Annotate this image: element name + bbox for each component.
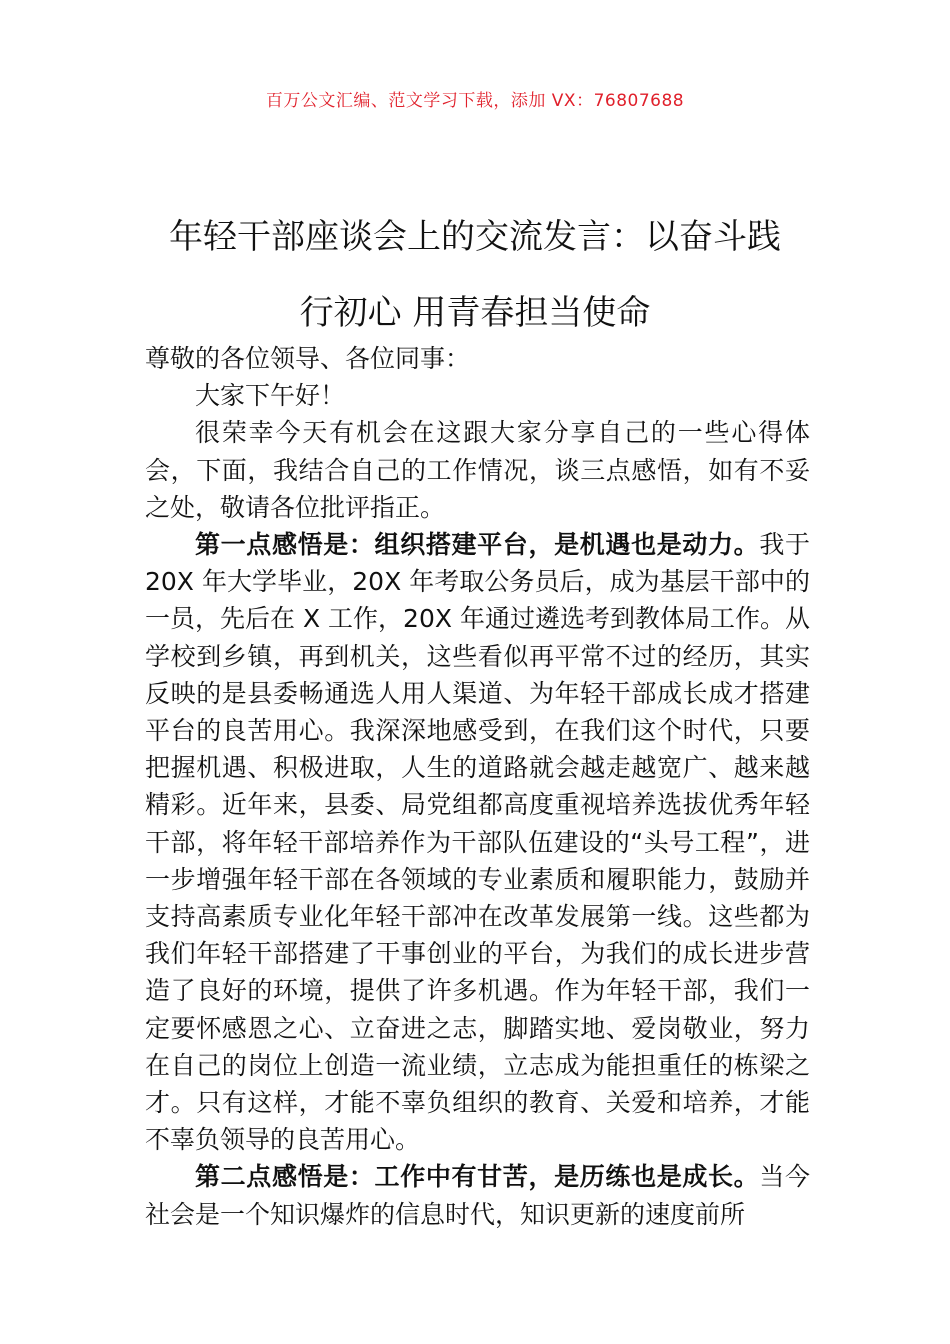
point1-body: 我于 20X 年大学毕业，20X 年考取公务员后，成为基层干部中的一员，先后在 X 工作，20X 年通过遴选考到教体局工作。从学校到乡镇，再到机关，这些看似再平常不过的经历，其实反映的是县委畅通选人用人渠道、为年轻干部成长成才搭建平台的良苦用心。我深深地感受到，在我们这个时代，只要把握机遇、积极进取，人生的道路就会越走越宽广、越来越精彩。近年来，县委、局党组都高度重视培养选拔优秀年轻干部，将年轻干部培养作为干部队伍建设的“头号工程”，进一步增强年轻干部在各领域的专业素质和履职能力，鼓励并支持高素质专业化年轻干部冲在改革发展第一线。这些都为我们年轻干部搭建了干事创业的平台，为我们的成长进步营造了良好的环境，提供了许多机遇。作为年轻干部，我们一定要怀感恩之心、立奋进之志，脚踏实地、爱岗敬业，努力在自己的岗位上创造一流业绩，立志成为能担重任的栋梁之才。只有这样，才能不辜负组织的教育、关爱和培养，才能不辜负领导的良苦用心。 (145, 530, 810, 1155)
point1-paragraph (145, 526, 810, 1158)
point2-heading: 第二点感悟是：工作中有甘苦，是历练也是成长。 (195, 1162, 760, 1192)
title-line-1: 年轻干部座谈会上的交流发言：以奋斗践 (169, 216, 781, 257)
greeting: 大家下午好！ (195, 381, 346, 411)
salutation: 尊敬的各位领导、各位同事： (145, 344, 471, 373)
point2-paragraph (145, 1158, 810, 1232)
title-line-2: 行初心 用青春担当使命 (299, 292, 651, 333)
header-watermark-note: 百万公文汇编、范文学习下载，添加 VX：76807688 (265, 91, 685, 111)
intro-paragraph: 很荣幸今天有机会在这跟大家分享自己的一些心得体会，下面，我结合自己的工作情况，谈三点感悟，如有不妥之处，敬请各位批评指正。 (145, 418, 810, 522)
document-title (120, 199, 830, 351)
point2-body: 当今社会是一个知识爆炸的信息时代，知识更新的速度前所 (145, 1162, 810, 1229)
point1-heading: 第一点感悟是：组织搭建平台，是机遇也是动力。 (195, 530, 760, 560)
document-body (145, 340, 810, 1233)
